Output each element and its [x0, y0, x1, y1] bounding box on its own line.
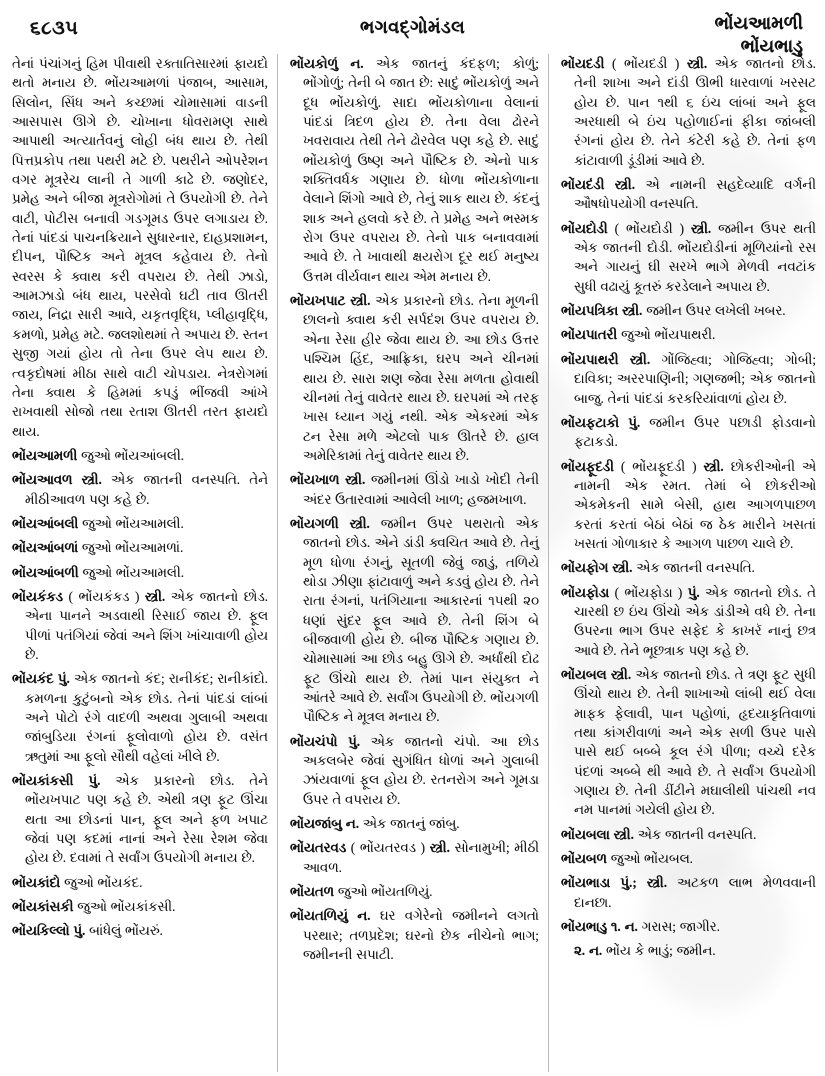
entry-definition: જુઓ ભોંયઆમલી.	[82, 564, 185, 580]
entry-definition: એક જાતનું જાંબુ.	[362, 816, 460, 832]
entry-definition: ગોંજિહ્વા; ગોજિહ્વા; ગોબી; દાવિકા; અરરપાણિની; ગણજભી; એક જાતનો બાજુ. તેનાં પાંદડાં કરકરિયાંવાળાં હોય છે.	[574, 351, 817, 406]
entry-definition: અટકળ લાભ મેળવવાની દાનછા.	[574, 875, 816, 910]
entry-part-of-speech: સ્ત્રી.	[429, 840, 450, 856]
entry-headword: ભોંયકંકડ	[12, 588, 63, 604]
dictionary-entry	[290, 882, 539, 901]
entry-variant-spelling: ( ભોંયકંકડ )	[68, 588, 140, 604]
dictionary-entry	[290, 514, 539, 727]
entry-part-of-speech: સ્ત્રી.	[349, 515, 370, 531]
entry-variant-spelling: ( ભોંયદડી )	[611, 56, 680, 71]
entry-headword: ભોંયભાડુ	[561, 919, 608, 935]
entry-headword: ભોંયદડી	[561, 56, 605, 71]
dictionary-entry	[12, 897, 268, 916]
entry-headword: ભોંયકોળું	[290, 56, 338, 71]
entry-headword: ભોંયકાંદો	[12, 874, 61, 890]
dictionary-entry	[12, 563, 268, 582]
dictionary-entry	[12, 587, 268, 664]
entry-part-of-speech: સ્ત્રી.	[622, 303, 643, 319]
entry-definition: એક જાતનો ચંપો. આ છોડ અકલબેર જેવાં સુગંધિત ધોળાં અને ગુલાબી ઝાંયવાળાં ફૂલ હોય છે. રતનરોગ અને ગૂમડા ઉપર તે વપરાય છે.	[303, 733, 539, 807]
text-column-3	[548, 54, 825, 1072]
entry-part-of-speech: પું.	[687, 584, 700, 600]
entry-part-of-speech: ન.	[624, 919, 638, 935]
entry-definition: જમીનમાં ઊંડો ખાડો ખોદી તેની અંદર ઉતારવામાં આવેલી ખાળ; હજમખાળ.	[303, 472, 539, 507]
entry-headword: ભોંયફટાકો	[561, 414, 620, 430]
entry-definition: એક જાતની વનસ્પતિ.	[636, 560, 755, 576]
entry-part-of-speech: સ્ત્રી.	[614, 177, 636, 193]
entry-definition: એક પ્રકારનો છોડ. તેને ભોંયખપાટ પણ કહે છે. એથી ત્રણ ફૂટ ઊંચા થતા આ છોડનાં પાન, ફૂલ અને ફળ ખપાટ જેવાં પણ કદમાં નાનાં અને રેસા રેશમ જેવા હોય છે. દવામાં તે સર્વાંગ ઉપયોગી મનાય છે.	[25, 773, 269, 866]
entry-part-of-speech: સ્ત્રી.	[144, 588, 166, 604]
entry-definition: એક જાતનો છોડ. તે ત્રણ ફૂટ સુધી ઊંચો થાય છે. તેની શાખાઓ લાંબી થઈ વેલા માફક ફેલાવી, પાન પહોળાં, હૃદયાકૃતિવાળાં તથા કાંગરીવાળાં અને એક સળી ઉપર પાસે પાસે થઈ બબ્બે કૂલ રંગે પીળા; વચ્ચે દરેક પંદળાં અબ્બે થી આવે છે. તે સર્વાંગ ઉપયોગી ગણાય છે. તેની ડીંટીને મઘાલીથી પાંચથી નવ નમ પાનમાં ગયેલી હોય છે.	[574, 666, 817, 818]
dictionary-entry	[561, 54, 816, 170]
entry-definition: એક જાતની વનસ્પતિ. તેને મીઠીઆવળ પણ કહે છે.	[25, 472, 268, 507]
entry-headword: ભોંયઆમળી	[12, 447, 78, 463]
entry-part-of-speech: સ્ત્રી.	[703, 458, 724, 474]
dictionary-entry	[290, 732, 539, 809]
entry-headword: ભોંયબળ	[561, 851, 607, 867]
entry-headword: ભોંયપત્રિકા	[561, 303, 619, 319]
dictionary-entry	[561, 873, 816, 912]
entry-headword: ભોંયખપાટ	[290, 293, 346, 309]
entry-definition: જમીન ઉપર થતી એક જાતની દોડી. ભોંયદોડીનાં મૂળિયાંનો રસ અને ગાયનું ઘી સરખે ભાગે મેળવી નવટાંક સુધી વઢાયું કૂતરું કરડેલાને અપાય છે.	[574, 220, 817, 294]
entry-definition: ગરાસ; જાગીર.	[641, 919, 720, 935]
entry-variant-spelling: ( ભોંયફોડા )	[614, 584, 683, 600]
dictionary-entry	[290, 54, 539, 286]
dictionary-entry	[561, 825, 816, 844]
dictionary-entry	[12, 514, 268, 533]
entry-definition: તેનાં પંચાંગનું હિમ પીવાથી રક્તાતિસારમાં ફાયદો થતો મનાય છે. ભોંયઆમળાં પંજાબ, આસામ, સિલોન, સિંધ અને કચ્છમાં ચોમાસામાં વાડની આસપાસ ઊગે છે. ચોખાના ધોવરામણ સાથે આપાથી અત્યાર્તવનું લોહી બંધ થાય છે. તેથી પિત્તપ્રકોપ તથા પથરી મટે છે. પથરીને ઓપરેશન વગર મૂત્રરેચ લાની તે ગાળી કાઢે છે. જણોદર, પ્રમેહ અને બીજા મૂત્રરોગોમાં તે ઉપયોગી છે. તેને વાટી, પોટીસ બનાવી ગડગૂમડ ઉપર લગાડાય છે. તેનાં પાંદડાં પાચનક્રિયાને સુધારનાર, દાહપ્રશામન, દીપન, પૌષ્ટિક અને મૂત્રલ કહેવાય છે. તેનો સ્વરસ કે ક્વાથ કરી વપરાય છે. તેથી ઝાડો, આમઝાડો બંધ થાય, પરસેવો ઘટી તાવ ઊતરી જાય, નિદ્રા સારી આવે, યકૃતવૃદ્ધિ, પ્લીહાવૃદ્ધિ, કમળો, પ્રમેહ મટે. જલશોથમાં તે અપાય છે. સ્તન સુજી ગયાં હોય તો તેના ઉપર લેપ થાય છે. ત્વકૃદોષમાં મીઠા સાથે વાટી ચોપડાય. નેત્રરોગમાં તેના ક્વાથ કે હિમમાં કપડું ભીંજવી આંખે રાખવાથી સોજો તથા રતાશ ઊતરી તરત ફાયદો થાય.	[12, 56, 268, 439]
guide-words	[715, 12, 803, 57]
book-title: ભગવદ્ગોમંડલ	[359, 17, 466, 37]
dictionary-entry	[561, 413, 816, 452]
dictionary-entry	[12, 446, 268, 465]
entry-part-of-speech: ન.	[350, 56, 364, 71]
entry-continuation	[561, 941, 816, 960]
entry-variant-spelling: ( ભોંયતરવડ )	[350, 840, 426, 856]
dictionary-entry	[561, 325, 816, 344]
entry-continuation	[12, 54, 268, 441]
entry-definition: જુઓ ભોંયબલ.	[610, 851, 693, 867]
entry-definition: એક પ્રકારનો છોડ. તેના મૂળની છાલનો ક્વાથ કરી સર્પદંશ ઉપર વપરાય છે. એના રેસા હીર જેવા થાય છે. આ છોડ ઉત્તર પશ્ચિમ હિંદ, આફ્રિકા, ઘરપ અને ચીનમાં થાય છે. સારા શણ જેવા રેસા મળતા હોવાથી ચીનમાં તેનું વાવેતર થાય છે. ઘરપમાં એ તરફ ખાસ ધ્યાન ગયું નથી. એક એકરમાં એક ટન રેસા મળે એટલો પાક ઊતરે છે. હાલ અમેરિકામાં તેનું વાવેતર થાય છે.	[303, 293, 539, 463]
text-column-2	[277, 54, 548, 1072]
dictionary-entry	[561, 849, 816, 868]
entry-headword: ભોંયકિલ્લો	[12, 923, 70, 939]
entry-definition: એક જાતનું કંદફળ; કોળું; ભોંગોળું; તેની બે જાત છે: સાદું ભોંયકોળું અને દૂધ ભોંયકોળું. સાદા ભોંયકોળાના વેલાનાં પાંદડાં ત્રિદળ હોય છે. તેના વેલા ઢોરને ખવરાવાય તેથી તેને ઢોરવેલ પણ કહે છે. સાદું ભોંયકોળું ઉષ્ણ અને પૌષ્ટિક છે. એનો પાક શક્તિવર્ધક ગણાય છે. ધોળા ભોંયકોળાના વેલાને શિંગો આવે છે, તેનું શાક થાય છે. કંદનું શાક અને હલવો કરે છે. તે પ્રમેહ અને ભસ્મક રોગ ઉપર વપરાય છે. તેનો પાક બનાવવામાં આવે છે. તે ખાવાથી ક્ષયરોગ દૂર થઈ મનુષ્ય ઉત્તમ વીર્યવાન થાય એમ મનાય છે.	[303, 56, 539, 284]
entry-definition: એક જાતનો કંદ; રાનીકંદ; રાનીકાંદો. કમળના કુટુંબનો એક છોડ. તેનાં પાંદડાં લાંબાં અને પોટો રંગે વાદળી અથવા ગુલાબી અથવા જાંબુડિયા રંગનાં ફૂલોવાળો હોય છે. વસંત ઋતુમાં આ ફૂલો સૌથી વહેલાં ખીલે છે.	[25, 671, 268, 764]
dictionary-entry	[12, 669, 268, 766]
dictionary-entry	[561, 583, 816, 660]
entry-part-of-speech: સ્ત્રી.	[613, 826, 634, 842]
dictionary-entry	[561, 301, 816, 320]
entry-headword: ભોંયઆવળ	[12, 472, 73, 488]
dictionary-entry	[12, 921, 268, 940]
entry-definition: બાંધેલું ભોંયરું.	[89, 923, 163, 939]
entry-headword: ભોંયભાડા	[561, 875, 611, 891]
entry-headword: ભોંયદોડી	[561, 220, 608, 236]
entry-headword: ભોંયપાથરી	[561, 351, 619, 367]
entry-definition: જમીન ઉપર લખેલી ખબર.	[646, 303, 786, 319]
entry-headword: ભોંયબલા	[561, 826, 610, 842]
dictionary-entry	[12, 873, 268, 892]
entry-definition: સોનામુખી; મીઠી આવળ.	[303, 840, 540, 875]
entry-headword: ભોંયચંપો	[290, 733, 338, 749]
entry-definition: જુઓ ભોંયતળિયું.	[337, 884, 433, 900]
dictionary-entry	[561, 917, 816, 936]
entry-headword: ભોંયફૂદડી	[561, 458, 614, 474]
entry-headword: ભોંયકાંકસી	[12, 773, 74, 789]
entry-variant-spelling: ( ભોંયફૂદડી )	[620, 458, 697, 474]
entry-definition: એ નામની સહદેવ્યાદિ વર્ગની ઔષધોપયોગી વનસ્પતિ.	[574, 177, 816, 212]
dictionary-entry	[290, 470, 539, 509]
entry-part-of-speech: સ્ત્રી.	[629, 351, 651, 367]
entry-definition: જમીન ઉપર પછાડી ફોડવાનો ફટાકડો.	[574, 414, 817, 450]
entry-part-of-speech: ન.	[588, 943, 603, 959]
entry-definition: એક જાતનો છોડ. તેની શાખા અને દાંડી ઊભી ધારવાળાં ખરસટ હોય છે. પાન ૧થી ૬ ઇંચ લાંબાં અને ફૂલ અરધાથી બે ઇંચ પહોળાઈનાં ફીકા જાંબલી રંગનાં હોય છે. તેને કંટેરી કહે છે. તેનાં ફળ કાંટાવાળી ડૂંડીમાં આવે છે.	[574, 56, 817, 168]
entry-definition: ઘર વગેરેનો જમીનને લગતો પરથાર; તળપ્રદેશ; ઘરનો છેક નીચેનો ભાગ; જમીનની સપાટી.	[303, 908, 540, 963]
dictionary-entry	[561, 665, 816, 820]
dictionary-entry	[561, 175, 816, 214]
entry-part-of-speech: સ્ત્રી.	[610, 666, 632, 682]
entry-definition: એક જાતનો છોડ. એના પાનને અડવાથી રિસાઈ જાય છે. ફૂલ પીળાં પતંગિયાં જેવાં અને શિંગ ખાંચાવાળી હોય છે.	[25, 588, 269, 662]
entry-headword: ભોંયફોડા	[561, 584, 610, 600]
entry-part-of-speech: સ્ત્રી.	[686, 56, 708, 71]
entry-definition: ભોંય કે ભાડું; જમીન.	[606, 943, 716, 959]
entry-sense-number: ૧.	[610, 919, 621, 935]
column-container	[0, 54, 825, 1072]
dictionary-entry	[290, 291, 539, 465]
entry-definition: જુઓ ભોંયપાથરી.	[621, 327, 716, 343]
page-number: ૬૮૩૫	[30, 18, 79, 39]
entry-headword: ભોંયતળ	[290, 884, 335, 900]
entry-part-of-speech: સ્ત્રી.	[612, 560, 633, 576]
entry-headword: ભોંયઆંબલી	[12, 515, 79, 531]
dictionary-entry	[290, 814, 539, 833]
entry-part-of-speech: સ્ત્રી.	[345, 472, 366, 488]
entry-definition: એક જાતની વનસ્પતિ.	[637, 826, 757, 842]
entry-definition: જુઓ ભોંયકાંકસી.	[77, 899, 176, 915]
entry-headword: ભોંયઆંબળાં	[12, 540, 79, 556]
entry-variant-spelling: ( ભોંયદોડી )	[614, 220, 685, 236]
entry-headword: ભોંયકંદ	[12, 671, 54, 687]
guide-word-first: ભોંયઆમળી	[714, 13, 803, 33]
entry-part-of-speech: ન.	[357, 908, 371, 924]
dictionary-entry	[12, 771, 268, 868]
text-column-1	[0, 54, 277, 1072]
entry-definition: જુઓ ભોંયઆમલી.	[82, 515, 184, 531]
entry-part-of-speech: પું.	[348, 733, 361, 749]
entry-sense-number: ૨.	[574, 943, 586, 959]
dictionary-entry	[290, 906, 539, 964]
dictionary-entry	[290, 838, 539, 877]
entry-headword: ભોંયજાંબુ	[290, 816, 342, 832]
dictionary-entry	[561, 457, 816, 554]
entry-part-of-speech: પું.	[628, 414, 641, 430]
entry-definition: છોકરીઓની એ નામની એક રમત. તેમાં બે છોકરીઓ એકમેકની સામે બેસી, હાથ આગળપાછળ કરતાં કરતાં બેઠાં બેઠાં જ ઠેક મારીને ખસતાં ખસતાં ગોળાકાર કે આગળ પાછળ ચાલે છે.	[574, 458, 816, 551]
entry-headword: ભોંયઆંબળી	[12, 564, 79, 580]
entry-part-of-speech: સ્ત્રી.	[350, 293, 371, 309]
entry-part-of-speech: પું.	[57, 671, 70, 687]
dictionary-entry	[561, 350, 816, 408]
entry-headword: ભોંયબલ	[561, 666, 607, 682]
entry-headword: ભોંયગળી	[290, 515, 339, 531]
entry-definition: જુઓ ભોંયઆમળાં.	[81, 540, 184, 556]
entry-definition: જુઓ ભોંયકંદ.	[64, 874, 143, 890]
entry-part-of-speech: ન.	[345, 816, 360, 832]
entry-headword: ભોંયતળિયું	[290, 908, 348, 924]
entry-headword: ભોંયકાંસકી	[12, 899, 74, 915]
entry-part-of-speech: પું.	[88, 773, 101, 789]
entry-headword: ભોંયફોગ	[561, 560, 609, 576]
entry-part-of-speech: પું.; સ્ત્રી.	[620, 875, 668, 891]
entry-part-of-speech: સ્ત્રી.	[690, 220, 712, 236]
dictionary-entry	[12, 470, 268, 509]
dictionary-entry	[561, 558, 816, 577]
entry-part-of-speech: પું.	[73, 923, 86, 939]
guide-word-last: ભોંયભાડુ	[740, 35, 803, 56]
entry-headword: ભોંયપાતરી	[561, 327, 618, 343]
entry-headword: ભોંયખાળ	[290, 472, 340, 488]
dictionary-entry	[12, 538, 268, 557]
page-header	[0, 8, 825, 54]
entry-part-of-speech: સ્ત્રી.	[81, 472, 102, 488]
entry-headword: ભોંયદંડી	[561, 177, 605, 193]
entry-definition: જમીન ઉપર પથરાતો એક જાતનો છોડ. એને ડાંડી ક્વચિત આવે છે. તેનું મૂળ ધોળા રંગનું, સૂતળી જેવું જાડું, તળિયે થોડા ઝીણા ફાંટાવાળું અને કડવું હોય છે. તેને રાતા રંગનાં, પતંગિયાના આકારનાં ૧૫થી ૨૦ ધણાં સુંદર ફૂલ આવે છે. તેની શિંગ બે બીજવાળી હોય છે. બીજ પૌષ્ટિક ગણાય છે. ચોમાસામાં આ છોડ બહુ ઊગે છે. અર્ધાંથી દોઢ ફૂટ ઊંચો થાય છે. તેમાં પાન સંયુક્ત ને આંતરે આવે છે. સર્વાંગ ઉપયોગી છે. ભોંયગળી પૌષ્ટિક ને મૂત્રલ મનાય છે.	[303, 515, 539, 725]
dictionary-entry	[561, 219, 816, 296]
entry-definition: એક જાતનો છોડ. તે ચારથી છ ઇંચ ઊંચો એક ડાંડીએ વધે છે. તેના ઉપરના ભાગ ઉપર સફેદ કે કાખરૅ નાનું છત્ર આવે છે. તેને ભૂછત્રાક પણ કહે છે.	[574, 584, 816, 658]
entry-definition: જુઓ ભોંયઆંબલી.	[81, 447, 185, 463]
entry-headword: ભોંયતરવડ	[290, 840, 347, 856]
